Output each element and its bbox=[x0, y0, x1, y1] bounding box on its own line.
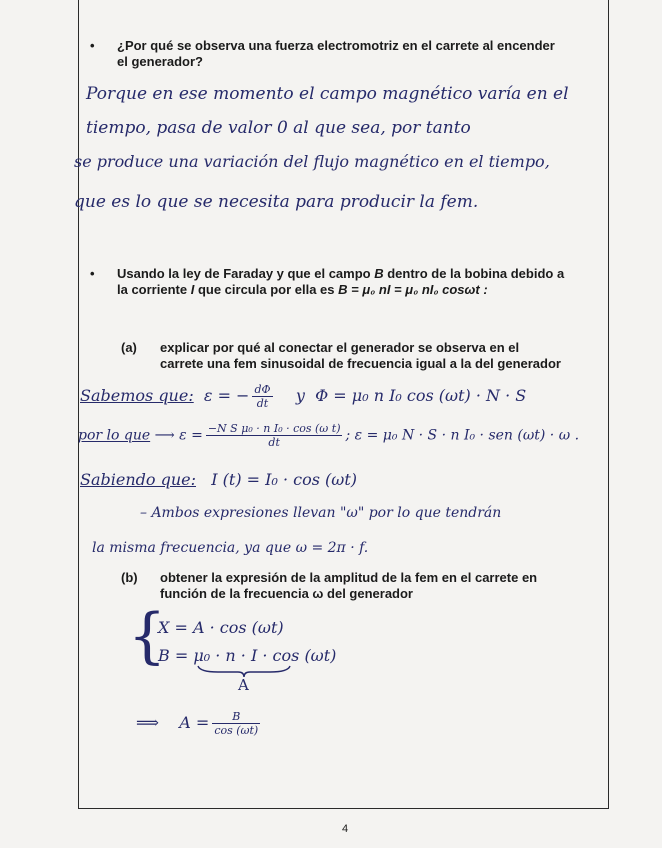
part-b-line-2: función de la frecuencia ω del generador bbox=[160, 586, 413, 601]
question-1-line-1: ¿Por qué se observa una fuerza electromotriz en el carrete al encender bbox=[117, 38, 555, 53]
bullet: • bbox=[90, 266, 95, 281]
part-a-line-1: explicar por qué al conectar el generador se observa en el bbox=[160, 340, 520, 355]
work-line-3: Sabiendo que: I (t) = I₀ · cos (ωt) bbox=[80, 470, 358, 489]
answer-1-line-2: tiempo, pasa de valor 0 al que sea, por tanto bbox=[86, 118, 471, 138]
page-number: 4 bbox=[342, 823, 349, 835]
work-line-2: por lo que ⟶ ε = $\frac{\text{−N S μ₀ · n I₀ · cos (ω t)}}{dt}$ ; ε = μ₀ N · S · n I₀ · sen (ωt) · ω . bbox=[78, 422, 580, 449]
work-line-5: la misma frecuencia, ya que ω = 2π · f. bbox=[92, 540, 369, 556]
part-a-label: (a) bbox=[121, 340, 137, 355]
answer-1-line-1: Porque en ese momento el campo magnético varía en el bbox=[86, 84, 569, 104]
part-b-label: (b) bbox=[121, 570, 138, 585]
answer-1-line-4: que es lo que se necesita para producir la fem. bbox=[74, 192, 479, 212]
system-brace: { bbox=[128, 601, 167, 671]
part-a-line-2: carrete una fem sinusoidal de frecuencia igual a la del generador bbox=[160, 356, 561, 371]
conclusion: ⟹ A = $\frac{B}{\cos (\omega t)}$ bbox=[136, 710, 259, 737]
question-2-line-1: Usando la ley de Faraday y que el campo B dentro de la bobina debido a bbox=[117, 266, 565, 281]
answer-1-line-3: se produce una variación del flujo magnético en el tiempo, bbox=[74, 152, 550, 171]
work-line-1: Sabemos que: ε = − $\frac{d\Phi}{dt}$ y Φ = μ₀ n I₀ cos (ωt) · N · S bbox=[80, 383, 527, 410]
faraday-formula: B = μ₀ nI = μ₀ nI₀ cosωt : bbox=[338, 282, 488, 297]
underbrace-label: A bbox=[238, 676, 249, 694]
part-b-line-1: obtener la expresión de la amplitud de la fem en el carrete en bbox=[160, 570, 538, 585]
system-eq-1: X = A · cos (ωt) bbox=[158, 618, 284, 637]
bullet: • bbox=[90, 38, 95, 53]
question-2-line-2: la corriente I que circula por ella es B = μ₀ nI = μ₀ nI₀ cosωt : bbox=[117, 282, 488, 297]
work-line-4: – Ambos expresiones llevan "ω" por lo que tendrán bbox=[140, 505, 502, 521]
system-eq-2: B = μ₀ · n · I · cos (ωt) bbox=[158, 646, 337, 665]
question-1-line-2: el generador? bbox=[117, 54, 203, 69]
